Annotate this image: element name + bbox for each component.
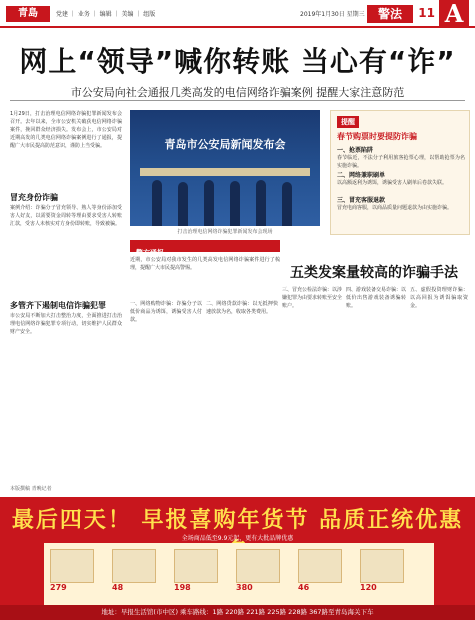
officer-figure (152, 180, 162, 226)
photo-caption: 打击治理电信网络诈骗犯罪新闻发布会现场 (177, 229, 273, 235)
product-card (298, 549, 342, 592)
product-card (236, 549, 280, 592)
fraud-type-2: 二、网络贷款诈骗：以无抵押快速放款为名，收取各类费用。 (206, 301, 278, 315)
reminder-item-title: 一、抢票陷阱 (337, 147, 374, 154)
newspaper-logo: 青島 (6, 6, 50, 22)
product-card (360, 549, 404, 592)
new-year-shopping-ad (0, 497, 475, 620)
product-card (50, 549, 94, 592)
reminder-title: 春节购票时要提防诈骗 (337, 132, 417, 141)
fraud-type-1: 一、网络购物诈骗：诈骗分子以低价商品为诱饵，诱骗受害人付款。 (130, 301, 202, 323)
ticket-fraud-box (330, 110, 470, 235)
officer-figure (230, 181, 240, 226)
product-price: 380 (236, 583, 253, 592)
fraud-type-3: 三、冒充公检法诈骗：以涉嫌犯罪为由要求转账至安全账户。 (282, 287, 342, 309)
section-title-crackdown: 多管齐下遏制电信诈骗犯罪 (10, 301, 106, 310)
section-label: 警法 (367, 5, 413, 23)
product-price: 46 (298, 583, 310, 592)
ad-footer-address: 地址：早报生活馆(市中区) 乘车路线：1路 220路 221路 225路 228路 367路至青岛海关下车 (0, 605, 475, 620)
product-card (174, 549, 218, 592)
subheadline: 市公安局向社会通报几类高发的电信网络诈骗案例 提醒大家注意防范 (70, 86, 405, 99)
reminder-tag: 提醒 (337, 116, 359, 128)
page-letter: A (439, 0, 469, 28)
reminder-item-title: 二、网络兼职刷单 (337, 172, 386, 179)
product-image (112, 549, 156, 583)
photo-backdrop-title: 青岛市公安局新闻发布会 (164, 138, 286, 151)
reminder-item-text: 冒充电商客服，以商品质量问题退款为由实施诈骗。 (337, 205, 453, 211)
press-conference-photo (130, 110, 320, 226)
product-image (236, 549, 280, 583)
ad-title: 最后四天！ 早报喜购年货节 品质正统优惠 (11, 508, 464, 533)
fraud-type-4: 四、游戏装备交易诈骗：以低价出售游戏装备诱骗转账。 (346, 287, 406, 309)
reminder-item-title: 三、冒充客服退款 (337, 197, 386, 204)
edition-names: 党建 ｜ 业务 ｜ 编辑 ｜ 美编 ｜ 组版 (56, 11, 156, 18)
lead-paragraph: 1月29日，打击治理电信网络诈骗犯罪新闻发布会召开。去年以来，全市公安机关破获电信网络诈骗案件，挽回群众经济损失。发布会上，市公安局对近期高发的几类电信网络诈骗案例进行了通报，提醒广大市民提高防范意识，谨防上当受骗。 (10, 111, 122, 149)
officer-figure (256, 180, 266, 226)
product-image (50, 549, 94, 583)
product-image (174, 549, 218, 583)
product-price: 120 (360, 583, 377, 592)
divider (10, 100, 465, 101)
reminder-item-text: 春节临近，不法分子利用旅客抢票心理，以帮助抢票为名实施诈骗。 (337, 155, 465, 169)
product-price: 279 (50, 583, 67, 592)
reporter-credit: 本版撰稿 青晚记者 (10, 486, 52, 492)
ad-product-panel (44, 543, 434, 605)
officer-figure (282, 182, 292, 226)
alert-bar (130, 240, 280, 257)
issue-date: 2019年1月30日 星期三 (300, 11, 365, 18)
product-image (298, 549, 342, 583)
alert-text: 近期，市公安局对我市发生的几类高发电信网络诈骗案件进行了梳理，提醒广大市民提高警惕。 (130, 257, 280, 271)
product-card (112, 549, 156, 592)
fraud-types-headline: 五类发案量较高的诈骗手法 (290, 265, 458, 281)
product-price: 48 (112, 583, 124, 592)
fraud-type-5: 五、虚假投资理财诈骗：以高回报为诱饵骗取资金。 (410, 287, 468, 309)
ad-subtitle: 全场商品低至9.9元起，更有大批品牌优惠 (181, 535, 294, 542)
product-row (50, 549, 404, 592)
section-title-impersonation: 冒充身份诈骗 (10, 193, 58, 202)
product-price: 198 (174, 583, 191, 592)
page-number: 11 (418, 6, 435, 20)
masthead (0, 0, 475, 28)
reminder-item-text: 以高额返利为诱饵，诱骗受害人刷单后卷款失联。 (337, 180, 448, 186)
impersonation-text: 案例介绍：诈骗分子冒充领导、熟人等身份添加受害人好友，以需要资金周转等理由要求受害人转账汇款，受害人未核实对方身份即转账，导致被骗。 (10, 205, 122, 227)
officer-figure (178, 182, 188, 226)
money-stack (140, 168, 310, 176)
cash-pile (140, 168, 310, 176)
officer-figure (204, 180, 214, 226)
main-headline: 网上“领导”喊你转账 当心有“诈” (19, 45, 456, 78)
alert-tag: 警方通报 (136, 249, 164, 257)
crackdown-text: 市公安局不断加大打击整治力度，全面推进打击治理电信网络诈骗犯罪专项行动，切实维护人民群众财产安全。 (10, 313, 122, 335)
product-image (360, 549, 404, 583)
reminder-list (337, 145, 465, 220)
